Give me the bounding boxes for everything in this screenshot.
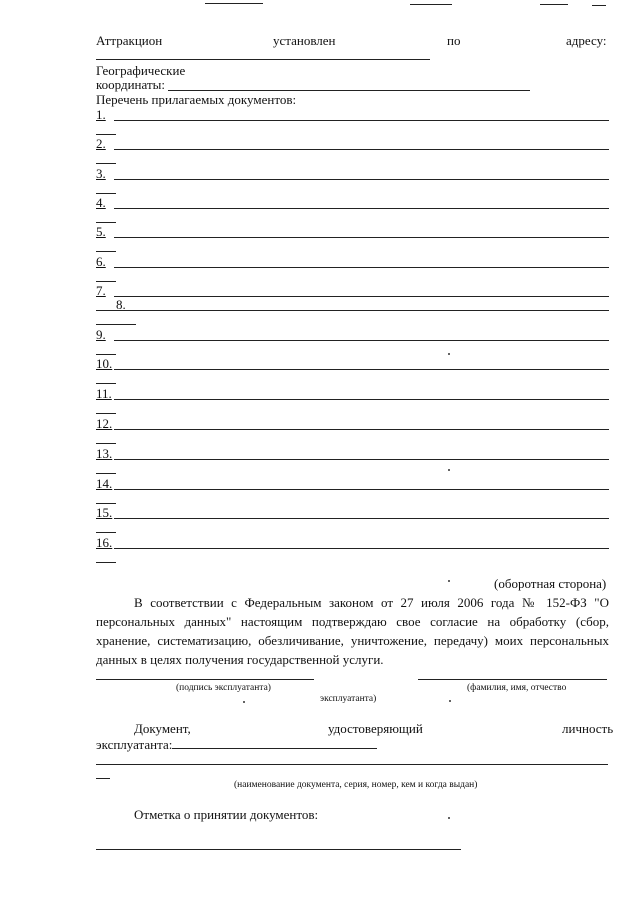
document-item-number: 14. xyxy=(96,476,113,491)
document-item-stub xyxy=(96,562,116,563)
operator-label: эксплуатанта: xyxy=(96,737,173,752)
consent-paragraph: В соответствии с Федеральным законом от 27 июля 2006 года № 152-ФЗ "О персональных данных" настоящим подтверждаю свое согласие на обработку (сбор, хранение, систематизацию, обезличивание, уничтожение, передачу) моих персональных данных в целях получения государственной услуги. xyxy=(96,595,609,667)
document-item-line xyxy=(114,518,609,519)
document-item-row[interactable] xyxy=(96,356,609,370)
document-item-number: 10. xyxy=(96,356,113,371)
document-item-number: 9. xyxy=(96,327,106,342)
scan-artifact-line xyxy=(540,4,568,5)
signature-line[interactable] xyxy=(96,679,314,680)
document-item-stub xyxy=(96,251,116,252)
at-word: по xyxy=(447,33,461,48)
document-item-row[interactable] xyxy=(96,195,609,209)
acceptance-line[interactable] xyxy=(96,849,461,850)
scan-speck xyxy=(448,469,450,471)
document-item-number: 12. xyxy=(96,416,113,431)
document-item-number: 13. xyxy=(96,446,113,461)
document-item-line xyxy=(114,429,609,430)
scan-artifact-line xyxy=(205,3,263,4)
document-item-row[interactable] xyxy=(96,136,609,150)
document-item-row[interactable] xyxy=(96,283,609,297)
document-item-stub xyxy=(96,193,116,194)
scan-speck xyxy=(449,700,451,702)
document-item-row[interactable] xyxy=(96,476,609,490)
identity-word: личность xyxy=(562,721,614,736)
document-item-line xyxy=(114,340,609,341)
document-item-row[interactable] xyxy=(96,297,609,311)
document-item-number: 7. xyxy=(96,283,106,298)
document-item-number: 8. xyxy=(116,297,126,312)
documents-list-heading: Перечень прилагаемых документов: xyxy=(96,92,297,107)
document-item-line xyxy=(114,459,609,460)
geo-coordinates-line[interactable] xyxy=(168,90,530,91)
identity-document-caption: (наименование документа, серия, номер, кем и когда выдан) xyxy=(234,780,478,790)
identity-document-line[interactable] xyxy=(96,764,608,765)
signature-caption: (подпись эксплуатанта) xyxy=(176,683,271,693)
document-item-stub xyxy=(96,532,116,533)
document-item-stub xyxy=(96,503,116,504)
full-name-line[interactable] xyxy=(418,679,607,680)
document-item-row[interactable] xyxy=(96,327,609,341)
document-item-stub xyxy=(96,383,116,384)
document-item-stub xyxy=(96,163,116,164)
document-item-line xyxy=(114,149,609,150)
document-item-line xyxy=(114,369,609,370)
document-item-row[interactable] xyxy=(96,505,609,519)
document-item-stub xyxy=(96,443,116,444)
document-item-line xyxy=(114,399,609,400)
document-item-row[interactable] xyxy=(96,416,609,430)
address-word: адресу: xyxy=(566,33,607,48)
document-item-stub xyxy=(96,413,116,414)
full-name-caption-2: эксплуатанта) xyxy=(320,694,377,704)
scan-artifact-line xyxy=(592,5,606,6)
document-item-number: 4. xyxy=(96,195,106,210)
document-item-row[interactable] xyxy=(96,446,609,460)
document-item-line xyxy=(114,120,609,121)
document-word: Документ, xyxy=(134,721,191,736)
document-item-number: 1. xyxy=(96,107,106,122)
operator-identity-line[interactable] xyxy=(172,748,377,749)
scan-speck xyxy=(448,580,450,582)
document-item-stub xyxy=(96,281,116,282)
document-item-number: 6. xyxy=(96,254,106,269)
geo-label-line2: координаты: xyxy=(96,77,165,92)
document-item-row[interactable] xyxy=(96,166,609,180)
document-item-stub xyxy=(96,222,116,223)
document-item-number: 5. xyxy=(96,224,106,239)
document-item-number: 3. xyxy=(96,166,106,181)
scan-speck xyxy=(448,817,450,819)
document-item-stub xyxy=(96,134,116,135)
document-item-row[interactable] xyxy=(96,386,609,400)
document-item-line xyxy=(114,179,609,180)
document-item-stub xyxy=(96,354,116,355)
acceptance-label: Отметка о принятии документов: xyxy=(134,807,319,822)
document-item-number: 2. xyxy=(96,136,106,151)
document-item-line xyxy=(114,267,609,268)
installed-word: установлен xyxy=(273,33,336,48)
certifying-word: удостоверяющий xyxy=(328,721,423,736)
geo-label-line1: Географические xyxy=(96,63,186,78)
document-item-stub xyxy=(96,324,136,325)
document-item-stub xyxy=(96,473,116,474)
document-item-number: 15. xyxy=(96,505,113,520)
document-item-number: 16. xyxy=(96,535,113,550)
scan-artifact-line xyxy=(96,778,110,779)
document-item-row[interactable] xyxy=(96,224,609,238)
document-item-line xyxy=(114,489,609,490)
address-line[interactable] xyxy=(96,59,430,60)
document-item-line xyxy=(114,548,609,549)
document-item-row[interactable] xyxy=(96,254,609,268)
document-item-row[interactable] xyxy=(96,535,609,549)
document-item-line xyxy=(96,310,609,311)
document-item-number: 11. xyxy=(96,386,112,401)
reverse-side-label: (оборотная сторона) xyxy=(494,576,607,591)
document-item-row[interactable] xyxy=(96,107,609,121)
document-item-line xyxy=(114,208,609,209)
scan-artifact-line xyxy=(410,4,452,5)
scan-speck xyxy=(448,353,450,355)
attraction-word: Аттракцион xyxy=(96,33,163,48)
full-name-caption: (фамилия, имя, отчество xyxy=(467,683,567,693)
document-item-line xyxy=(114,237,609,238)
scan-speck xyxy=(243,701,245,703)
